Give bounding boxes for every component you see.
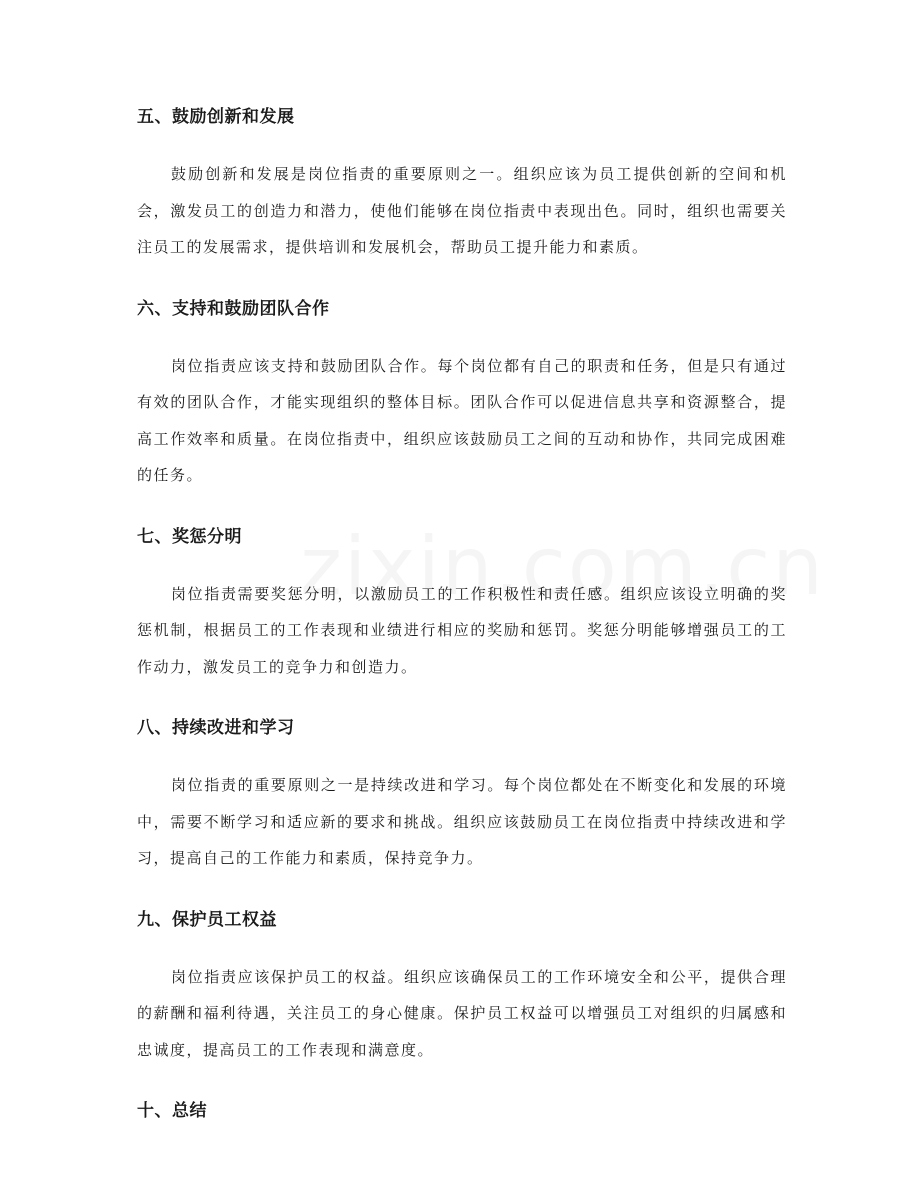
section-heading: 七、奖惩分明 [137, 526, 242, 547]
document-body [137, 104, 787, 1150]
section-6 [137, 296, 787, 494]
section-paragraph: 岗位指责的重要原则之一是持续改进和学习。每个岗位都处在不断变化和发展的环境中，需要不断学习和适应新的要求和挑战。组织应该鼓励员工在岗位指责中持续改进和学习，提高自己的工作能力和素质，保持竞争力。 [137, 776, 787, 867]
section-5 [137, 104, 787, 266]
section-8 [137, 715, 787, 877]
section-heading: 十、总结 [137, 1101, 207, 1121]
section-paragraph: 鼓励创新和发展是岗位指责的重要原则之一。组织应该为员工提供创新的空间和机会，激发员工的创造力和潜力，使他们能够在岗位指责中表现出色。同时，组织也需要关注员工的发展需求，提供培训和发展机会，帮助员工提升能力和素质。 [137, 165, 787, 256]
section-heading: 五、鼓励创新和发展 [137, 107, 295, 127]
section-paragraph: 岗位指责应该支持和鼓励团队合作。每个岗位都有自己的职责和任务，但是只有通过有效的团队合作，才能实现组织的整体目标。团队合作可以促进信息共享和资源整合，提高工作效率和质量。在岗位指责中，组织应该鼓励员工之间的互动和协作，共同完成困难的任务。 [137, 356, 787, 484]
section-paragraph: 岗位指责需要奖惩分明，以激励员工的工作积极性和责任感。组织应该设立明确的奖惩机制，根据员工的工作表现和业绩进行相应的奖励和惩罚。奖惩分明能够增强员工的工作动力，激发员工的竞争力和创造力。 [137, 584, 787, 676]
section-paragraph: 岗位指责应该保护员工的权益。组织应该确保员工的工作环境安全和公平，提供合理的薪酬和福利待遇，关注员工的身心健康。保护员工权益可以增强员工对组织的归属感和忠诚度，提高员工的工作表现和满意度。 [137, 967, 787, 1059]
section-heading: 九、保护员工权益 [137, 909, 277, 930]
section-9 [137, 907, 787, 1069]
section-heading: 六、支持和鼓励团队合作 [137, 298, 330, 319]
section-heading: 八、持续改进和学习 [137, 718, 295, 738]
section-10 [137, 1098, 787, 1124]
section-7 [137, 524, 787, 686]
